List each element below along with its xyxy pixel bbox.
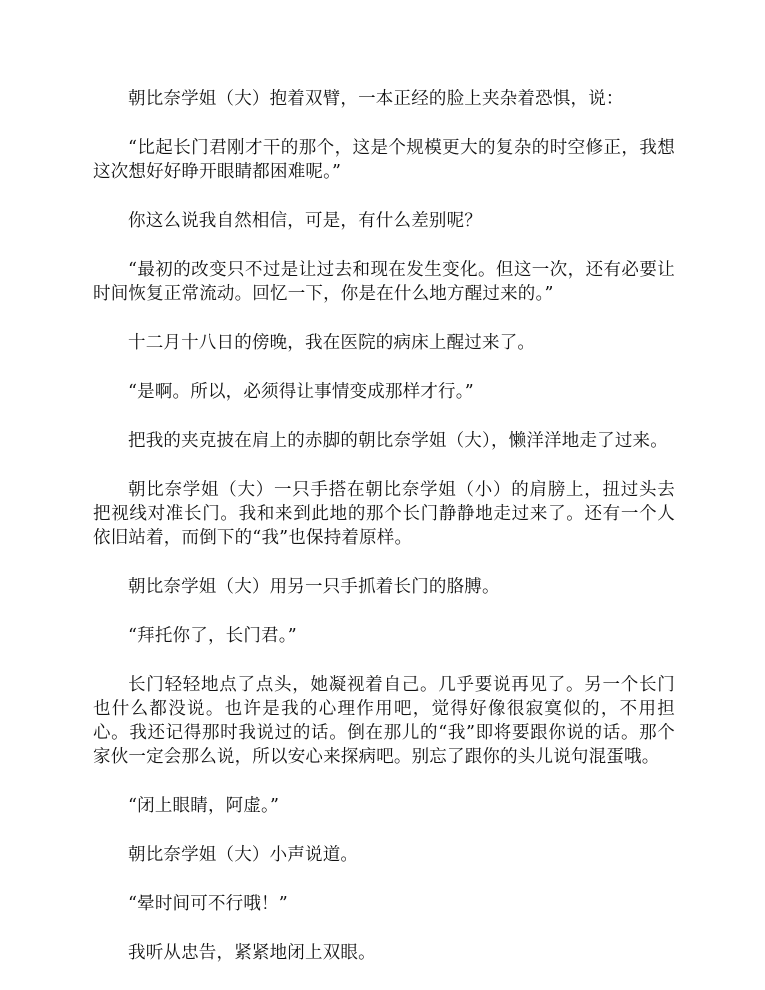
- paragraph-2: “比起长门君刚才干的那个，这是个规模更大的复杂的时空修正，我想这次想好好睁开眼睛都困难呢。”: [93, 138, 675, 182]
- paragraph-10: “拜托你了，长门君。”: [128, 626, 297, 646]
- paragraph-1: 朝比奈学姐（大）抱着双臂，一本正经的脸上夹杂着恐惧，说：: [128, 89, 624, 109]
- paragraph-5: 十二月十八日的傍晚，我在医院的病床上醒过来了。: [128, 333, 536, 353]
- paragraph-8: 朝比奈学姐（大）一只手搭在朝比奈学姐（小）的肩膀上，扭过头去把视线对准长门。我和来到此地的那个长门静静地走过来了。还有一个人依旧站着，而倒下的“我”也保持着原样。: [93, 480, 675, 548]
- paragraph-12: “闭上眼睛，阿虚。”: [128, 796, 280, 816]
- paragraph-11: 长门轻轻地点了点头，她凝视着自己。几乎要说再见了。另一个长门也什么都没说。也许是我的心理作用吧，觉得好像很寂寞似的，不用担心。我还记得那时我说过的话。倒在那儿的“我”即将要跟你说的话。那个家伙一定会那么说，所以安心来探病吧。别忘了跟你的头儿说句混蛋哦。: [93, 675, 675, 767]
- paragraph-4: “最初的改变只不过是让过去和现在发生变化。但这一次，还有必要让时间恢复正常流动。回忆一下，你是在什么地方醒过来的。”: [93, 260, 675, 304]
- paragraph-7: 把我的夹克披在肩上的赤脚的朝比奈学姐（大），懒洋洋地走了过来。: [128, 431, 668, 451]
- paragraph-14: “晕时间可不行哦！”: [128, 894, 288, 914]
- paragraph-9: 朝比奈学姐（大）用另一只手抓着长门的胳膊。: [128, 577, 500, 597]
- paragraph-3: 你这么说我自然相信，可是，有什么差别呢？: [128, 211, 482, 231]
- paragraph-15: 我听从忠告，紧紧地闭上双眼。: [128, 943, 376, 963]
- document-body: [93, 87, 675, 990]
- paragraph-6: “是啊。所以，必须得让事情变成那样才行。”: [128, 382, 474, 402]
- paragraph-13: 朝比奈学姐（大）小声说道。: [128, 845, 359, 865]
